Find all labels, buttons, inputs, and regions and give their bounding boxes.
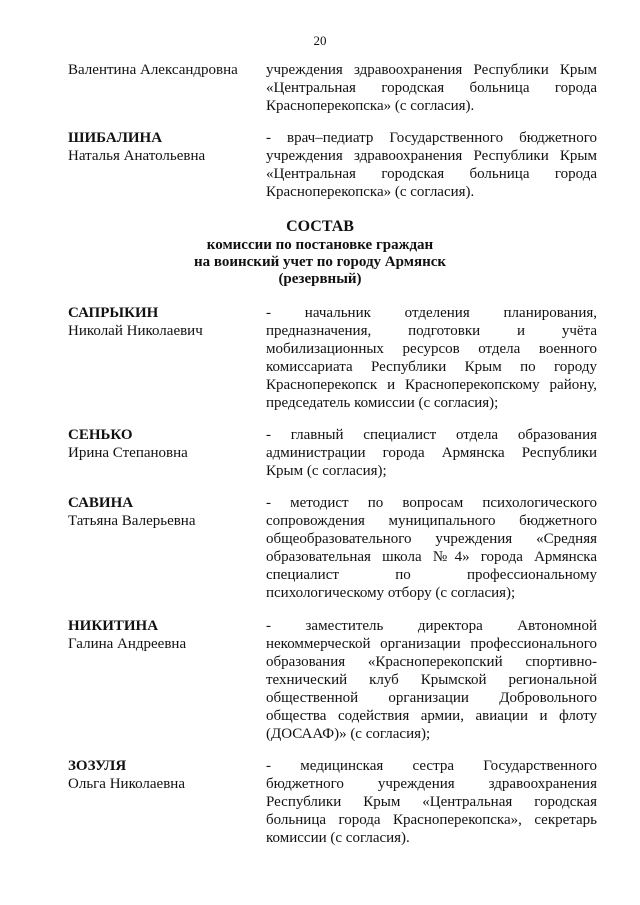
member-given-name: Валентина Александровна — [68, 62, 238, 78]
member-description: - методист по вопросам психологического сопровождения муниципального бюджетного общеобразовательного учреждения «Средняя образовательная школа №4» города Армянска специалист по профессиональному психологическому отбору (с согласия); — [266, 495, 597, 601]
member-surname: САВИНА — [68, 495, 134, 511]
member-given-name: Николай Николаевич — [68, 323, 203, 339]
member-name — [68, 426, 258, 462]
member-given-name: Татьяна Валерьевна — [68, 513, 196, 529]
member-surname: ЗОЗУЛЯ — [68, 758, 127, 774]
member-name — [68, 304, 258, 340]
member-surname: ШИБАЛИНА — [68, 130, 163, 146]
section-heading — [0, 218, 640, 288]
member-given-name: Галина Андреевна — [68, 636, 187, 652]
member-name — [68, 617, 258, 653]
member-description: - медицинская сестра Государственного бюджетного учреждения здравоохранения Республики Крым «Центральная городская больница города Красноперекопска», секретарь комиссии (с согласия). — [266, 758, 597, 846]
member-name — [68, 757, 258, 793]
member-description: учреждения здравоохранения Республики Крым «Центральная городская больница города Красноперекопска» (с согласия). — [266, 62, 597, 114]
member-given-name: Наталья Анатольевна — [68, 148, 206, 164]
heading-line: (резервный) — [278, 271, 362, 287]
member-name — [68, 129, 258, 165]
heading-line: на воинский учет по городу Армянск — [193, 254, 447, 270]
member-description: - заместитель директора Автономной некоммерческой организации профессионального образования «Красноперекопский спортивно-технический клуб Крымской региональной общественной организации Добровольного общества содействия армии, авиации и флоту (ДОСААФ)» (с согласия); — [266, 618, 597, 742]
member-name — [68, 61, 258, 79]
member-surname: САПРЫКИН — [68, 305, 159, 321]
member-description: - начальник отделения планирования, предназначения, подготовки и учёта мобилизационных ресурсов отдела военного комиссариата Республики Крым по городу Красноперекопск и Красноперекопскому району, председатель комиссии (с согласия); — [266, 305, 597, 411]
member-surname: СЕНЬКО — [68, 427, 133, 443]
page-number: 20 — [313, 33, 327, 48]
heading-title: СОСТАВ — [286, 218, 354, 235]
member-description: - врач–педиатр Государственного бюджетного учреждения здравоохранения Республики Крым «Центральная городская больница города Красноперекопска» (с согласия). — [266, 130, 597, 200]
heading-line: комиссии по постановке граждан — [206, 237, 434, 253]
member-given-name: Ирина Степановна — [68, 445, 188, 461]
member-given-name: Ольга Николаевна — [68, 776, 185, 792]
member-name — [68, 494, 258, 530]
member-surname: НИКИТИНА — [68, 618, 159, 634]
member-description: - главный специалист отдела образования администрации города Армянска Республики Крым (с согласия); — [266, 427, 597, 479]
